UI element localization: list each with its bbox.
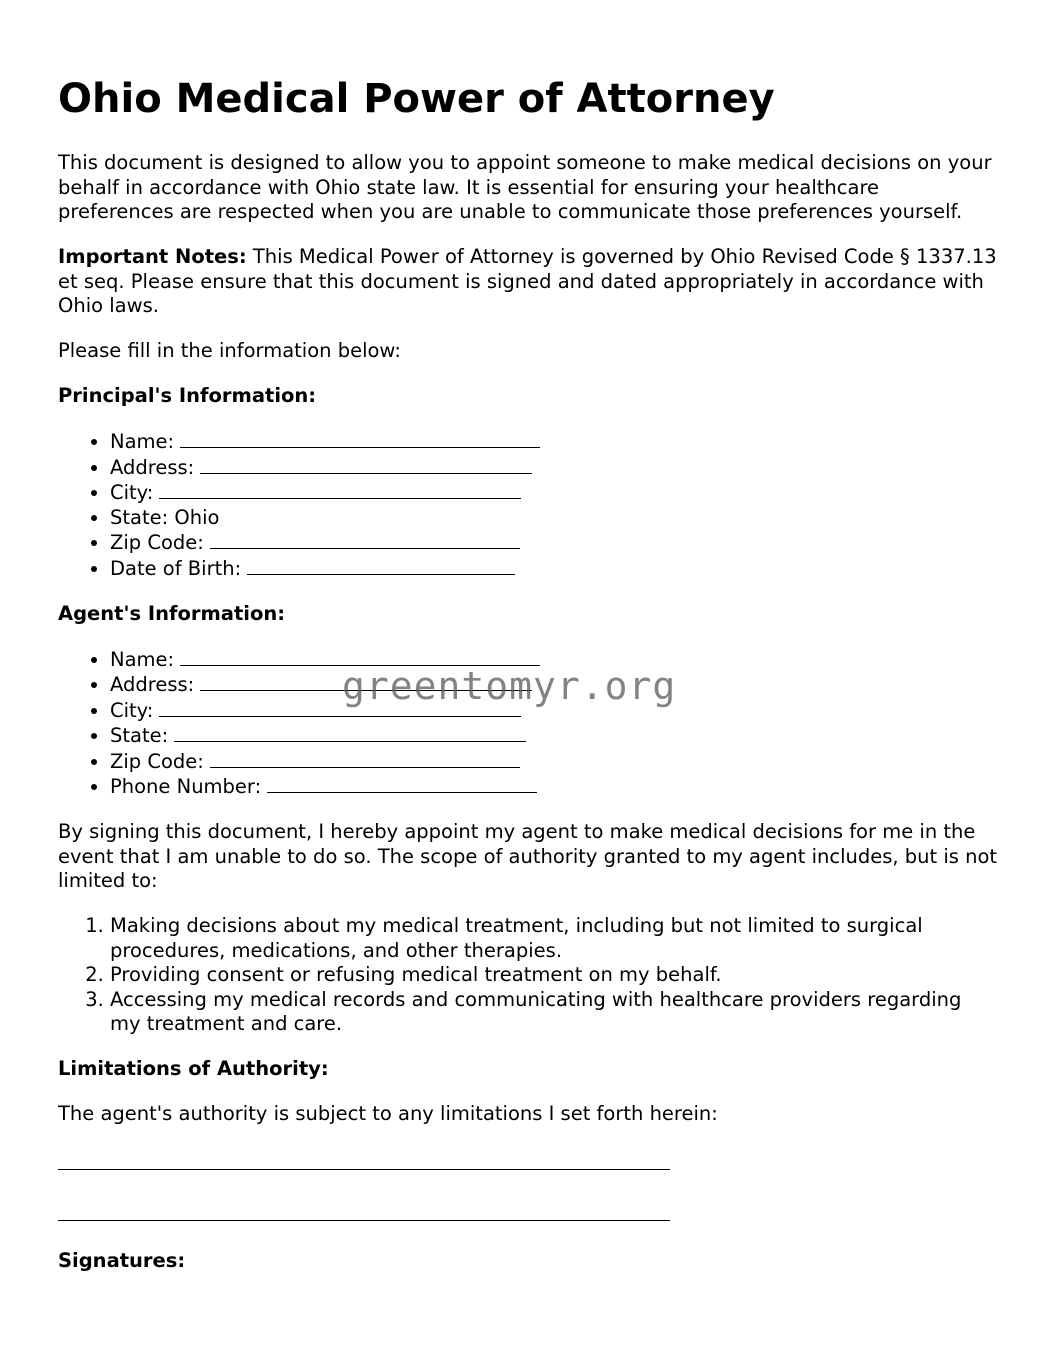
principal-heading: Principal's Information:	[58, 384, 317, 407]
agent-name-blank[interactable]	[180, 647, 540, 666]
agent-state-blank[interactable]	[174, 723, 526, 742]
agent-zip-blank[interactable]	[210, 749, 520, 768]
authority-list	[58, 914, 998, 1037]
authority-item: 1. Making decisions about my medical treatment, including but not limited to surgical procedures, medications, and other therapies.	[110, 914, 998, 963]
authority-item: 2. Providing consent or refusing medical treatment on my behalf.	[110, 963, 998, 988]
principal-zip-blank[interactable]	[210, 530, 520, 549]
authority-item: 3. Accessing my medical records and communicating with healthcare providers regarding my treatment and care.	[110, 988, 998, 1037]
limitations-line-2[interactable]	[58, 1198, 670, 1221]
principal-city-label: City:	[110, 481, 154, 504]
agent-zip-field[interactable]	[110, 749, 998, 775]
limitations-line-1[interactable]	[58, 1147, 670, 1170]
agent-state-label: State:	[110, 724, 169, 747]
principal-name-label: Name:	[110, 430, 175, 453]
agent-heading: Agent's Information:	[58, 601, 286, 625]
important-notes-label: Important Notes:	[58, 245, 247, 268]
agent-phone-label: Phone Number:	[110, 775, 262, 798]
limitations-heading: Limitations of Authority:	[58, 1057, 329, 1080]
agent-city-label: City:	[110, 698, 154, 722]
principal-zip-field[interactable]	[110, 530, 998, 556]
principal-name-field[interactable]	[110, 429, 998, 455]
principal-city-field[interactable]	[110, 480, 998, 506]
principal-address-blank[interactable]	[200, 455, 532, 474]
appointment-paragraph: By signing this document, I hereby appoint my agent to make medical decisions for me in the event that I am unable to do so. The scope of authority granted to my agent includes, but is not limited to:	[58, 820, 998, 892]
agent-address-label: Address:	[110, 673, 195, 696]
agent-name-label: Name:	[110, 647, 175, 671]
important-notes-paragraph	[58, 245, 998, 319]
page-title: Ohio Medical Power of Attorney	[58, 76, 775, 122]
agent-state-field[interactable]	[110, 723, 998, 749]
important-notes-text: This Medical Power of Attorney is governed by Ohio Revised Code § 1337.13 et seq. Please ensure that this document is signed and dated appropriately in accordance with Ohio laws.	[58, 245, 997, 317]
watermark-text: greentomyr.org	[342, 664, 677, 708]
principal-dob-field[interactable]	[110, 556, 998, 582]
signatures-heading: Signatures:	[58, 1249, 186, 1272]
principal-dob-blank[interactable]	[247, 556, 515, 575]
agent-zip-label: Zip Code:	[110, 749, 204, 773]
principal-fields-list	[58, 429, 998, 581]
agent-phone-blank[interactable]	[267, 774, 537, 793]
intro-paragraph: This document is designed to allow you to appoint someone to make medical decisions on your behalf in accordance with Ohio state law. It is essential for ensuring your healthcare preferences are respected when you are unable to communicate those preferences yourself.	[58, 151, 992, 223]
principal-state-field	[110, 506, 998, 531]
agent-phone-field[interactable]	[110, 774, 998, 800]
principal-address-field[interactable]	[110, 455, 998, 481]
principal-name-blank[interactable]	[180, 429, 540, 448]
principal-state-label: State: Ohio	[110, 505, 220, 529]
principal-dob-label: Date of Birth:	[110, 556, 242, 580]
principal-zip-label: Zip Code:	[110, 531, 204, 554]
limitations-text: The agent's authority is subject to any limitations I set forth herein:	[58, 1102, 718, 1125]
principal-address-label: Address:	[110, 455, 195, 479]
principal-city-blank[interactable]	[159, 480, 521, 499]
fill-instruction: Please fill in the information below:	[58, 339, 401, 362]
